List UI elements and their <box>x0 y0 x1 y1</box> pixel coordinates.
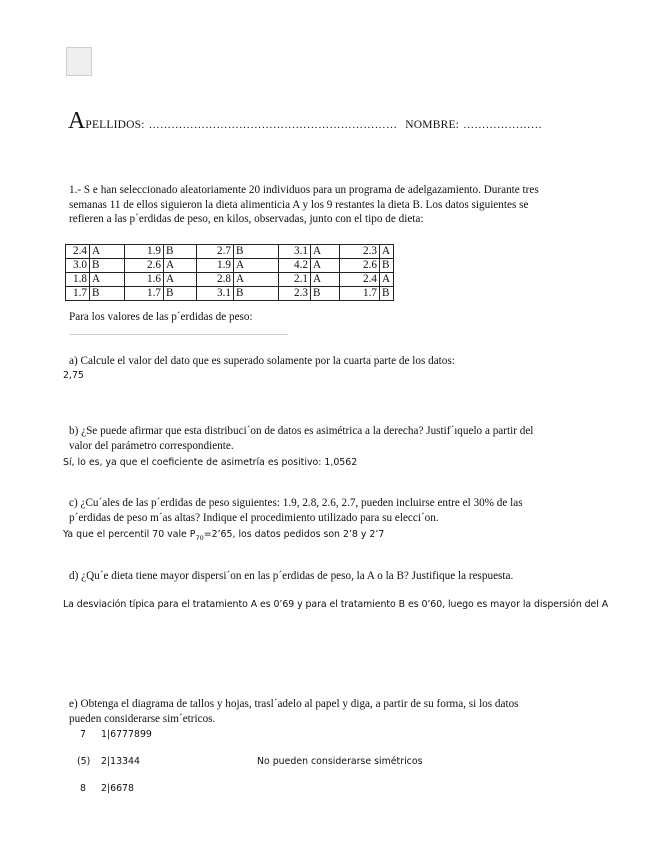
stem-value: 1| <box>101 729 111 740</box>
apellidos-initial: A <box>68 108 86 134</box>
stem-count: (5) <box>77 756 91 767</box>
question-c-line: c) ¿Cu´ales de las p´erdidas de peso siguientes: 1.9, 2.8, 2.6, 2.7, pueden incluirse entre el 30% de las <box>69 497 523 509</box>
intro-line: semanas 11 de ellos siguieron la dieta alimenticia A y los 9 restantes la dieta B. Los datos siguientes se <box>69 198 529 211</box>
table-cell: 2.7 <box>197 245 234 259</box>
question-e <box>69 697 594 726</box>
answer-c-text: Ya que el percentil 70 vale P <box>63 529 196 540</box>
table-cell: A <box>380 245 394 259</box>
question-b-line: valor del parámetro correspondiente. <box>69 439 234 452</box>
table-cell: 1.7 <box>125 287 164 301</box>
answer-c <box>63 528 384 545</box>
table-cell: 2.6 <box>125 259 164 273</box>
table-cell: B <box>380 287 394 301</box>
answer-c-subscript: 70 <box>195 533 204 542</box>
table-cell: 1.6 <box>125 273 164 287</box>
apellidos-dots: ………………………………………………………… <box>148 119 398 131</box>
stem-row <box>101 728 152 741</box>
table-cell: A <box>311 245 340 259</box>
logo-placeholder <box>66 47 92 76</box>
table-cell: 2.1 <box>279 273 311 287</box>
stem-leaves: 6777899 <box>110 729 152 740</box>
apellidos-colon: : <box>141 119 145 131</box>
stem-row <box>101 782 134 795</box>
question-b-line: b) ¿Se puede afirmar que esta distribuci´on de datos es asimétrica a la derecha? Justif´ıquelo a partir del <box>69 425 534 437</box>
table-cell: B <box>90 287 125 301</box>
nombre-dots: ………………… <box>463 119 543 131</box>
table-cell: B <box>234 287 279 301</box>
table-cell: B <box>311 287 340 301</box>
table-cell: 1.7 <box>66 287 90 301</box>
stem-leaves: 13344 <box>110 756 140 767</box>
stem-count: 7 <box>80 729 86 740</box>
answer-e: No pueden considerarse simétricos <box>257 756 423 767</box>
table-cell: B <box>164 245 197 259</box>
question-a: a) Calcule el valor del dato que es superado solamente por la cuarta parte de los datos: <box>69 355 455 367</box>
question-c <box>69 496 594 525</box>
stem-value: 2| <box>101 756 111 767</box>
table-cell: B <box>380 259 394 273</box>
answer-c-text: =2’65, los datos pedidos son 2’8 y 2’7 <box>203 529 385 540</box>
table-cell: 2.4 <box>340 273 380 287</box>
table-cell: A <box>164 259 197 273</box>
table-cell: 2.3 <box>279 287 311 301</box>
data-table <box>65 244 394 301</box>
problem-intro <box>69 183 594 227</box>
table-cell: A <box>311 273 340 287</box>
table-row <box>66 273 394 287</box>
stem-leaves: 6678 <box>110 783 134 794</box>
stem-value: 2| <box>101 783 111 794</box>
intro-line: 1.- S e han seleccionado aleatoriamente 20 individuos para un programa de adelgazamiento. Durante tres <box>69 184 539 196</box>
table-cell: 1.7 <box>340 287 380 301</box>
answer-a: 2,75 <box>63 370 84 381</box>
table-cell: 3.0 <box>66 259 90 273</box>
question-d: d) ¿Qu´e dieta tiene mayor dispersi´on en las p´erdidas de peso, la A o la B? Justifique la respuesta. <box>69 570 514 582</box>
name-heading <box>68 108 542 135</box>
table-cell: B <box>164 287 197 301</box>
table-cell: 1.9 <box>197 259 234 273</box>
table-cell: A <box>90 273 125 287</box>
answer-b: Sí, lo es, ya que el coeficiente de asimetría es positivo: 1,0562 <box>63 457 358 468</box>
question-b <box>69 424 594 453</box>
table-cell: A <box>234 273 279 287</box>
question-c-line: p´erdidas de peso m´as altas? Indique el procedimiento utilizado para su elecci´on. <box>69 511 439 524</box>
stem-count: 8 <box>80 783 86 794</box>
table-row <box>66 287 394 301</box>
table-cell: A <box>234 259 279 273</box>
nombre-label: NOMBRE: <box>405 119 460 131</box>
table-cell: B <box>234 245 279 259</box>
table-cell: 2.8 <box>197 273 234 287</box>
intro-line: refieren a las p´erdidas de peso, en kilos, observadas, junto con el tipo de dieta: <box>69 213 424 225</box>
table-row <box>66 259 394 273</box>
table-row <box>66 245 394 259</box>
table-cell: 2.3 <box>340 245 380 259</box>
question-e-line: e) Obtenga el diagrama de tallos y hojas, trasl´adelo al papel y diga, a partir de su forma, si los datos <box>69 698 519 710</box>
table-cell: 1.8 <box>66 273 90 287</box>
table-cell: A <box>380 273 394 287</box>
answer-d: La desviación típica para el tratamiento A es 0’69 y para el tratamiento B es 0’60, luego es mayor la dispersión del A <box>63 599 609 610</box>
question-e-line: pueden considerarse sim´etricos. <box>69 712 216 725</box>
table-cell: 1.9 <box>125 245 164 259</box>
table-cell: 4.2 <box>279 259 311 273</box>
divider <box>70 334 288 335</box>
table-cell: B <box>90 259 125 273</box>
table-cell: A <box>90 245 125 259</box>
apellidos-label: PELLIDOS <box>85 119 142 131</box>
table-cell: 2.4 <box>66 245 90 259</box>
values-label: Para los valores de las p´erdidas de peso: <box>69 311 253 323</box>
table-cell: 2.6 <box>340 259 380 273</box>
table-cell: 3.1 <box>279 245 311 259</box>
table-cell: 3.1 <box>197 287 234 301</box>
table-cell: A <box>164 273 197 287</box>
stem-row <box>101 755 140 768</box>
table-cell: A <box>311 259 340 273</box>
